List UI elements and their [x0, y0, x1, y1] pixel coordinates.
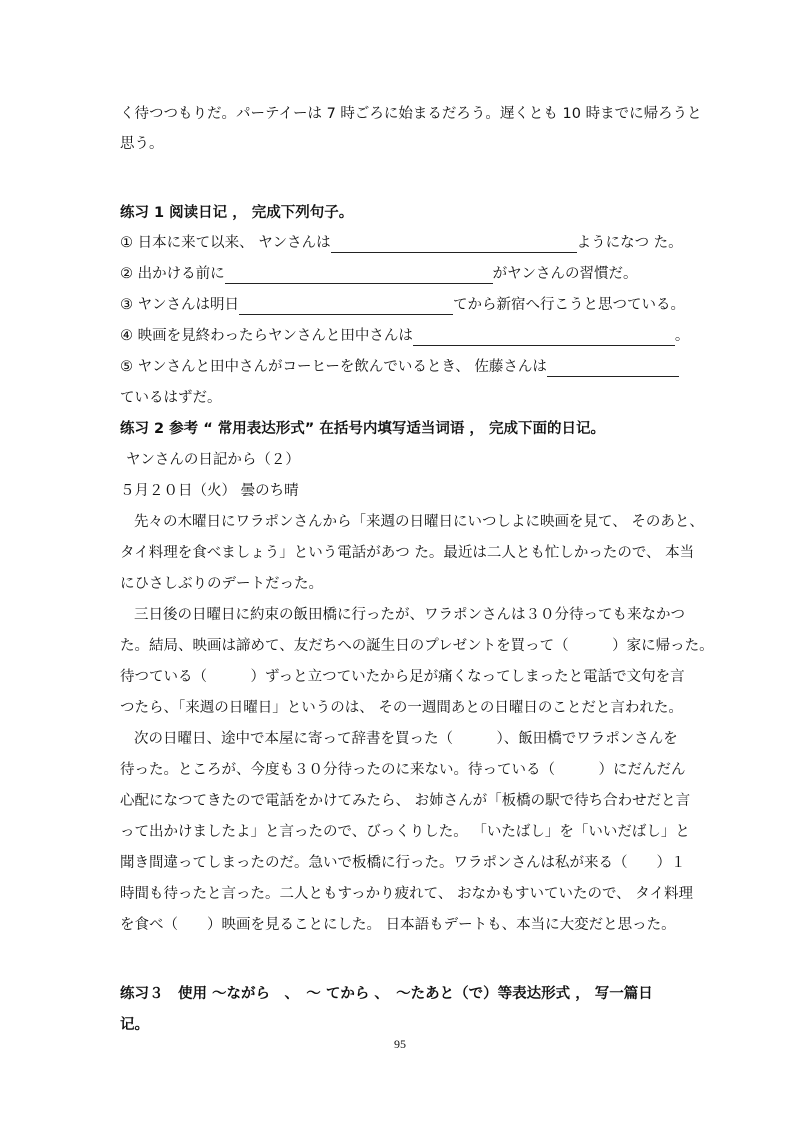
paragraph3-line: 時間も待ったと言った。二人ともすっかり疲れて、 おなかもすいていたので、 タイ料理	[120, 886, 693, 902]
exercise1-q3	[120, 295, 700, 315]
paragraph3-line: 待った。ところが、今度も３０分待ったのに来ない。待っている（ ）にだんだん	[120, 762, 686, 778]
intro-line-1: く待つつもりだ。パーテイーは 7 時ごろに始まるだろう。遅くとも 10 時までに帰ろうと	[120, 106, 702, 122]
q1-blank	[331, 238, 577, 253]
q1-suffix: ようになつ た。	[576, 235, 683, 251]
q1-prefix: ① 日本に来て以来、 ヤンさんは	[120, 235, 331, 251]
exercise1-q2	[120, 264, 700, 284]
paragraph1-line: にひさしぶりのデートだった。	[120, 576, 323, 592]
intro-line-2: 思う。	[120, 136, 164, 152]
paragraph3-line: 心配になつてきたので電話をかけてみたら、 お姉さんが「板橋の駅で待ち合わせだと言	[120, 793, 691, 809]
paragraph2-line: 三日後の日曜日に約束の飯田橋に行ったが、ワラポンさんは３０分待っても来なかつ	[134, 607, 685, 623]
paragraph3-line: を食べ（ ）映画を見ることにした。 日本語もデートも、本当に大変だと思った。	[120, 917, 676, 933]
paragraph2-line: つたら、「来週の日曜日」というのは、 その一週間あとの日曜日のことだと言われた。	[120, 700, 683, 716]
q5-prefix: ⑤ ヤンさんと田中さんがコーヒーを飲んでいるとき、 佐藤さんは	[120, 359, 547, 375]
diary-date: ５月２０日（火） 曇のち晴	[120, 483, 299, 499]
paragraph1-line: 先々の木曜日にワラポンさんから「来週の日曜日にいつしよに映画を見て、 そのあと、	[134, 514, 704, 530]
q2-suffix: がヤンさんの習慣だ。	[492, 266, 638, 282]
q3-suffix: てから新宿へ行こうと思つている。	[452, 297, 685, 313]
paragraph2-line: 待つている（ ）ずっと立つていたから足が痛くなってしまったと電話で文句を言	[120, 669, 685, 685]
exercise1-q5	[120, 357, 700, 377]
paragraph1-line: タイ料理を食べましょう」という電話があつ た。最近は二人とも忙しかったので、 本当	[120, 545, 695, 561]
exercise3-line-2: 记。	[120, 1017, 149, 1033]
exercise1-title: 练习 1 阅读日记 ， 完成下列句子。	[120, 205, 354, 221]
paragraph2-line: た。結局、映画は諦めて、友だちへの誕生日のプレゼントを買って（ ）家に帰った。	[120, 638, 714, 654]
q2-blank	[225, 269, 493, 284]
paragraph3-line: って出かけましたよ」と言ったので、びっくりした。 「いたばし」を「いいだばし」と	[120, 824, 690, 840]
paragraph3-line: 次の日曜日、途中で本屋に寄って辞書を買った（ ）、飯田橋でワラポンさんを	[134, 731, 678, 747]
exercise3-line-1: 练习３ 使用 ～ながら 、 ～ てから 、 ～たあと（で）等表达形式 ， 写一篇日	[120, 986, 653, 1002]
page-number: 95	[394, 1037, 406, 1051]
diary-subtitle: ヤンさんの日記から（２）	[126, 452, 300, 468]
q4-blank	[413, 331, 675, 346]
paragraph3-line: 聞き間違ってしまったのだ。急いで板橋に行った。ワラポンさんは私が来る（ ）１	[120, 855, 686, 871]
exercise1-q5-continuation: ているはずだ。	[120, 390, 222, 406]
q2-prefix: ② 出かける前に	[120, 266, 225, 282]
exercise1-q1	[120, 233, 700, 253]
exercise2-title: 练习 2 参考 “ 常用表达形式” 在括号内填写适当词语 ， 完成下面的日记。	[120, 421, 605, 437]
q4-suffix: 。	[674, 328, 690, 344]
q3-prefix: ③ ヤンさんは明日	[120, 297, 239, 313]
q3-blank	[239, 300, 453, 315]
exercise1-q4	[120, 326, 700, 346]
q4-prefix: ④ 映画を見終わったらヤンさんと田中さんは	[120, 328, 413, 344]
q5-blank	[547, 362, 679, 377]
